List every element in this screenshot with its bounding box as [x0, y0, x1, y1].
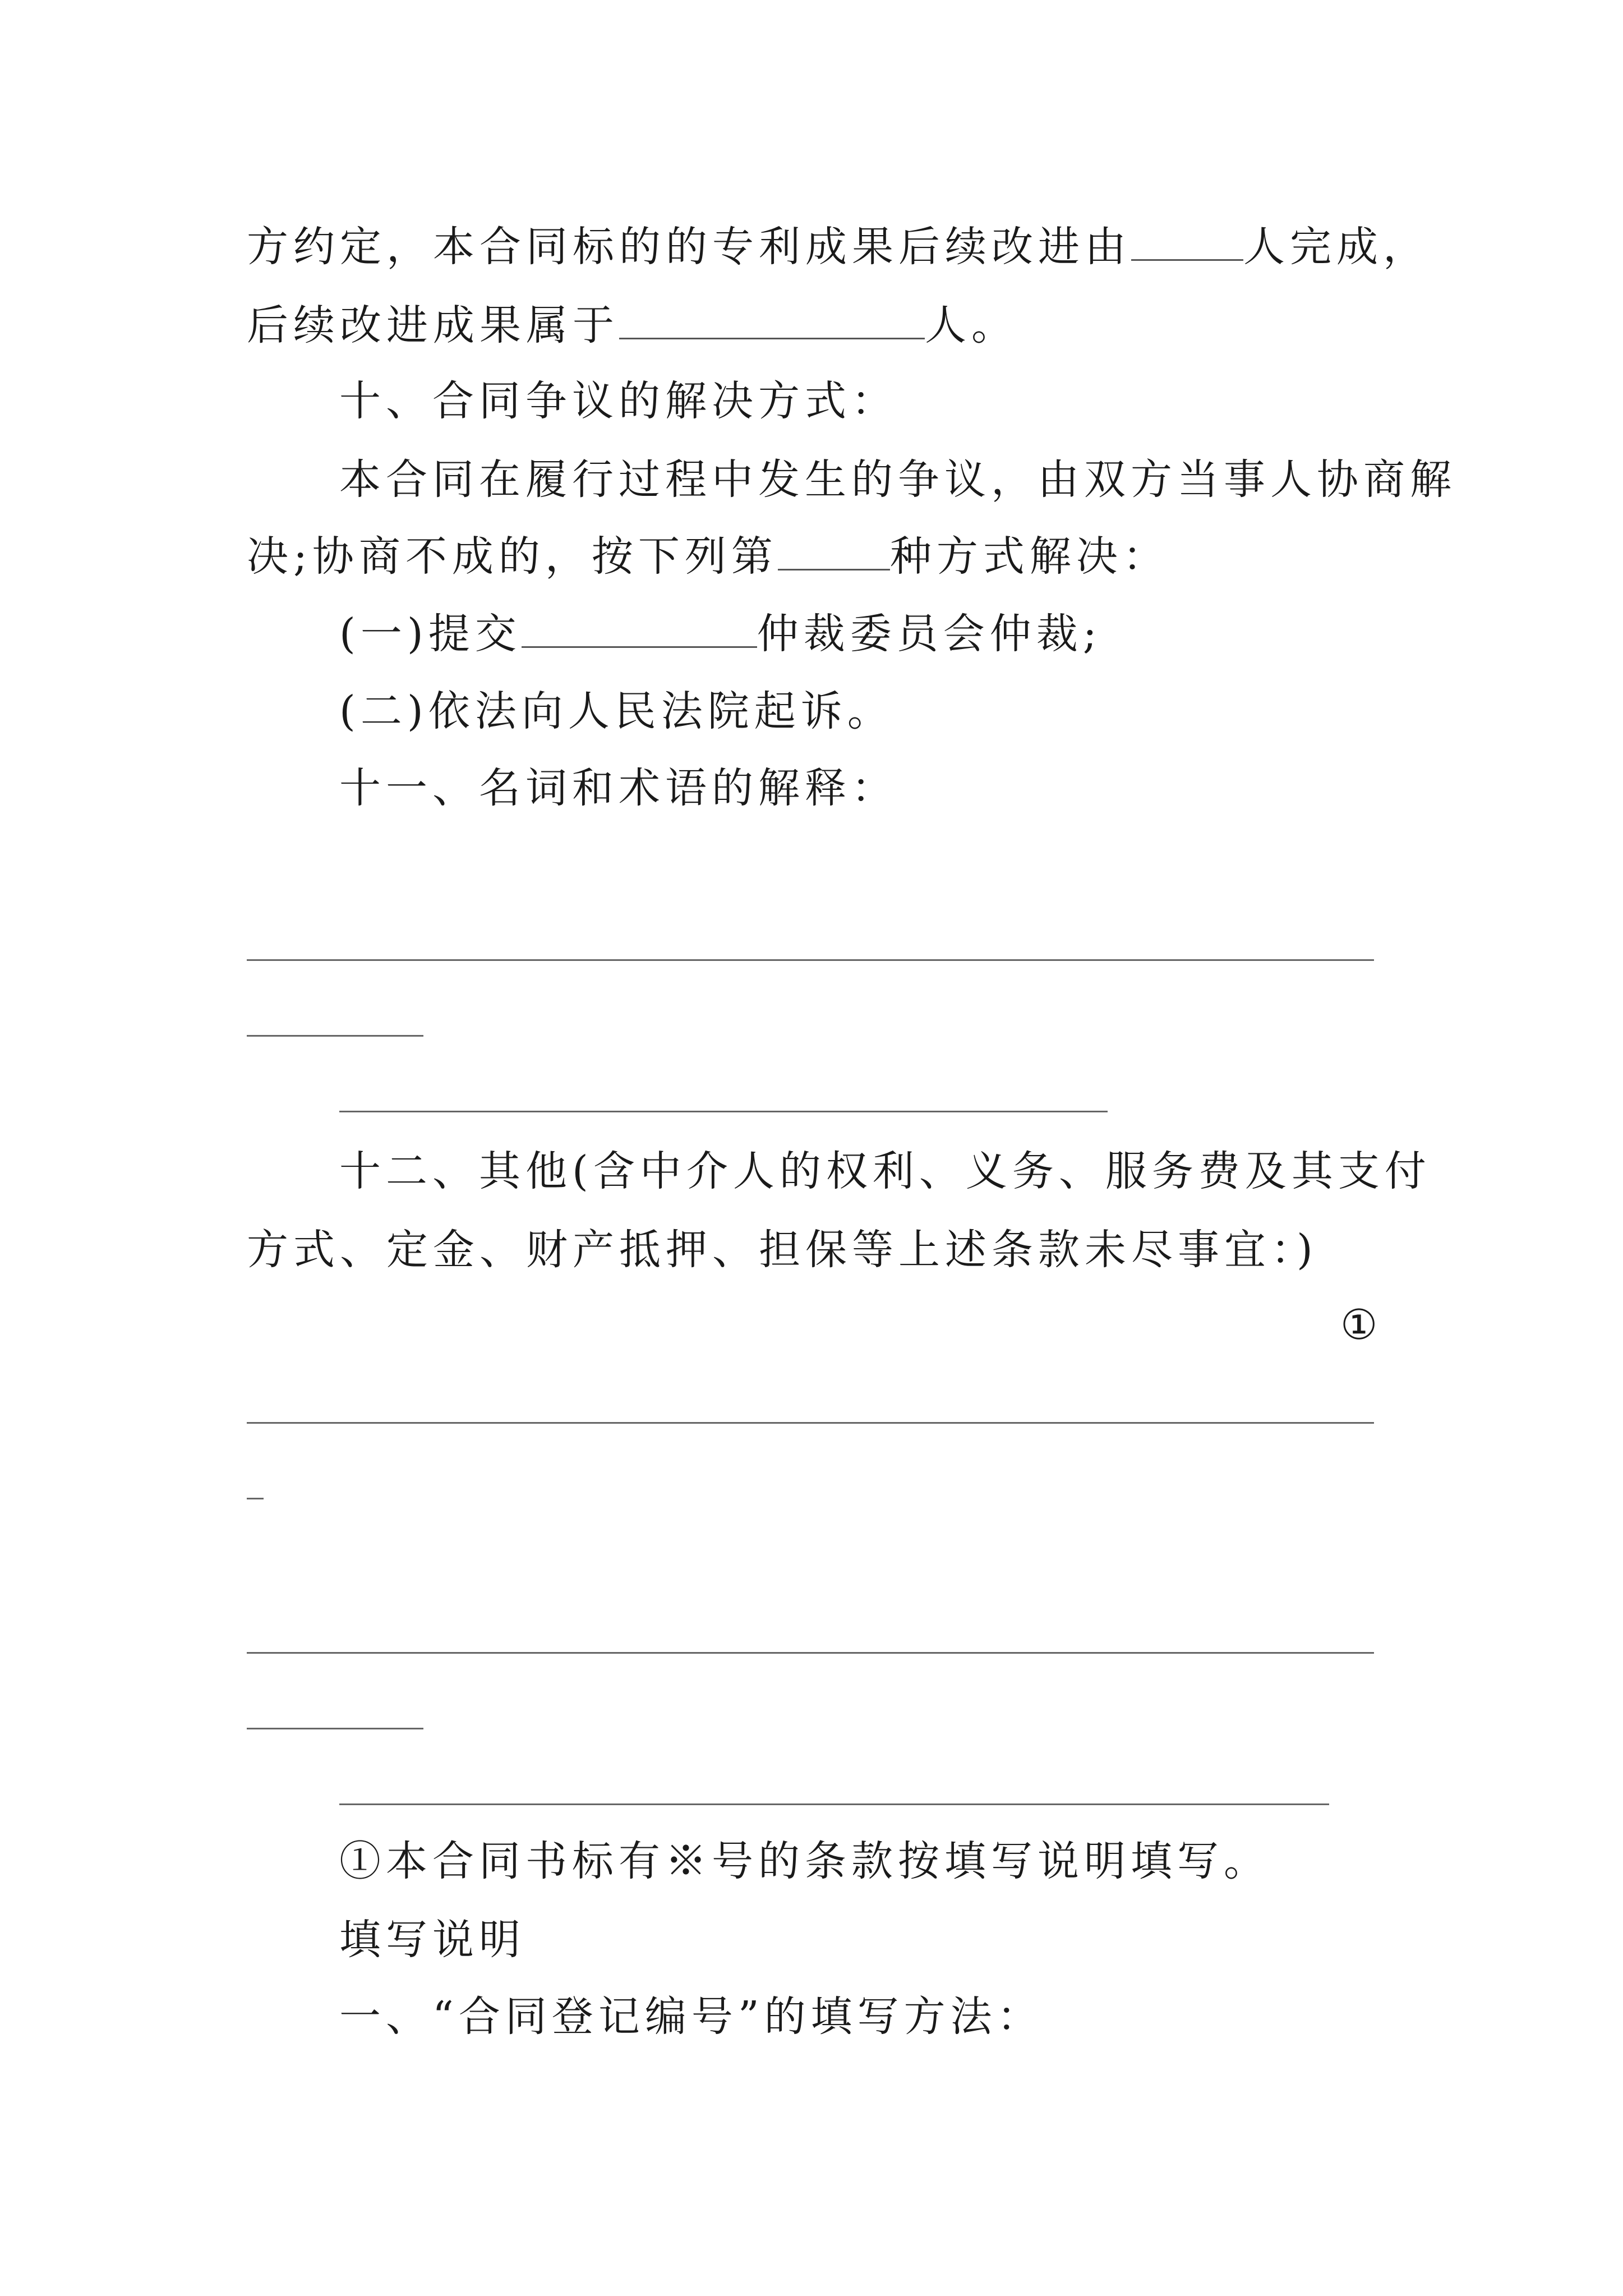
instructions-title: 填写说明 [339, 1916, 525, 1964]
option-1-text-a: (一)提交 [339, 610, 522, 658]
continuation-line-2 [247, 297, 1018, 353]
section-10-heading: 十、合同争议的解决方式： [339, 377, 898, 425]
section-10-body-text-b: 种方式解决： [889, 532, 1169, 581]
section-10-body-text-a: 决;协商不成的，按下列第 [247, 532, 778, 581]
definition-line-2[interactable] [339, 1111, 1108, 1112]
method-number-blank[interactable] [778, 528, 890, 570]
definition-line-1-tail[interactable] [247, 1035, 423, 1037]
arbitration-committee-blank[interactable] [522, 606, 757, 648]
continuation-line-1 [247, 219, 1430, 275]
owner-blank[interactable] [619, 297, 925, 339]
continuation-text-a: 方约定，本合同标的的专利成果后续改进由 [247, 223, 1131, 271]
continuation-text-c: 后续改进成果属于 [247, 301, 619, 349]
improver-blank[interactable] [1131, 219, 1243, 261]
section-11-heading: 十一、名词和术语的解释： [339, 764, 898, 812]
footnote-text: ①本合同书标有※号的条款按填写说明填写。 [339, 1837, 1270, 1885]
section-12-heading-line-1: 十二、其他(含中介人的权利、义务、服务费及其支付 [339, 1147, 1431, 1195]
other-terms-line-1[interactable] [247, 1422, 1374, 1424]
section-12-heading-line-2: 方式、定金、财产抵押、担保等上述条款未尽事宜：) [247, 1226, 1318, 1274]
reference-mark: ① [1340, 1301, 1378, 1349]
section-10-body-line-2 [247, 528, 1169, 585]
other-terms-line-3[interactable] [339, 1803, 1329, 1805]
other-terms-line-2[interactable] [247, 1652, 1374, 1654]
section-10-option-1 [339, 606, 1102, 662]
option-1-text-b: 仲裁委员会仲裁; [757, 610, 1102, 658]
continuation-text-d: 人。 [925, 301, 1018, 349]
other-terms-line-1-tail[interactable] [247, 1498, 264, 1499]
other-terms-line-2-tail[interactable] [247, 1728, 423, 1729]
definition-line-1[interactable] [247, 959, 1374, 961]
instruction-item-1: 一、“合同登记编号”的填写方法： [339, 1993, 1044, 2041]
section-10-body-line-1: 本合同在履行过程中发生的争议，由双方当事人协商解 [339, 455, 1456, 504]
continuation-text-b: 人完成， [1243, 223, 1430, 271]
section-10-option-2: (二)依法向人民法院起诉。 [339, 687, 894, 735]
